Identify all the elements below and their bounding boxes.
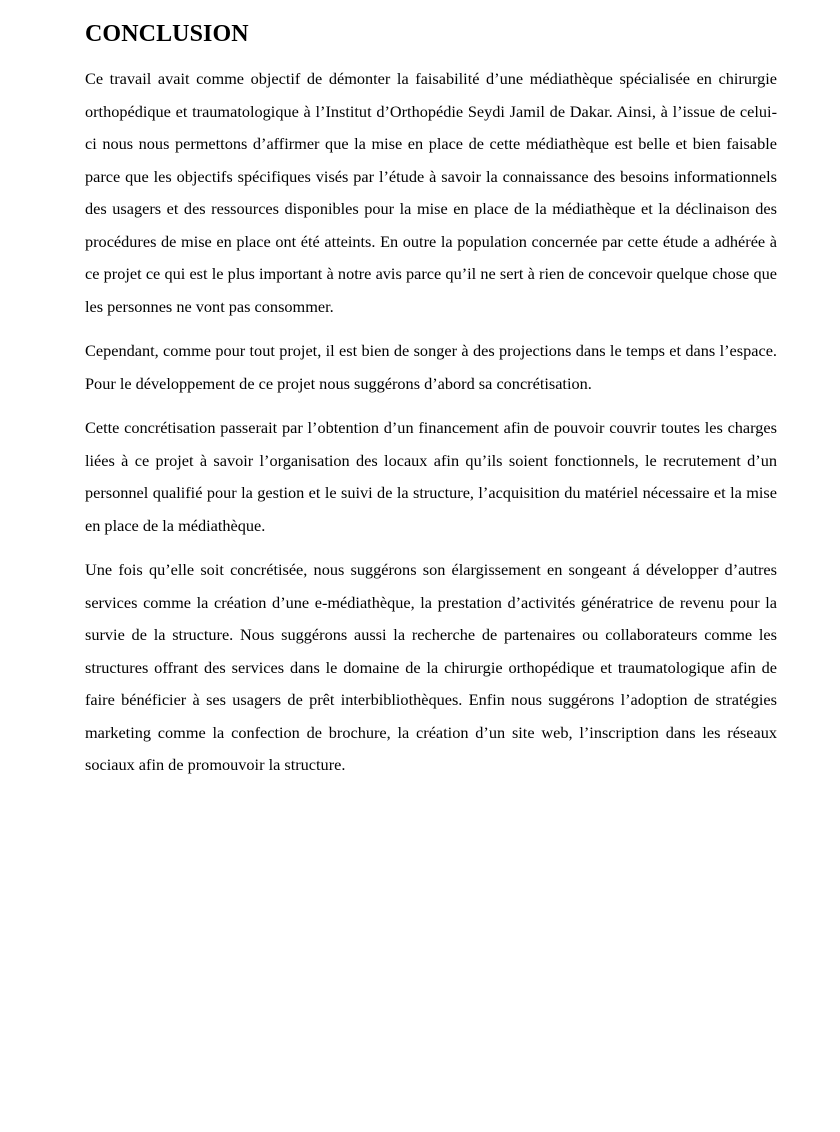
document-body (85, 14, 786, 794)
page-title: CONCLUSION (85, 21, 249, 47)
paragraph-projections: Cependant, comme pour tout projet, il est bien de songer à des projections dans le temps et dans l’espace. Pour le développement de ce projet nous suggérons d’abord sa concrétisation. (85, 341, 782, 393)
paragraph-financing: Cette concrétisation passerait par l’obtention d’un financement afin de pouvoir couvrir toutes les charges liées à ce projet à savoir l’organisation des locaux afin qu’ils soient fonctionnels, le recrutement d’un personnel qualifié pour la gestion et le suivi de la structure, l’acquisition du matériel nécessaire et la mise en place de la médiathèque. (85, 418, 782, 535)
paragraph-expansion: Une fois qu’elle soit concrétisée, nous suggérons son élargissement en songeant á développer d’autres services comme la création d’une e-médiathèque, la prestation d’activités génératrice de revenu pour la survie de la structure. Nous suggérons aussi la recherche de partenaires ou collaborateurs comme les structures offrant des services dans le domaine de la chirurgie orthopédique et traumatologique afin de faire bénéficier à ses usagers de prêt interbibliothèques. Enfin nous suggérons l’adoption de stratégies marketing comme la confection de brochure, la création d’un site web, l’inscription dans les réseaux sociaux afin de promouvoir la structure. (85, 560, 782, 774)
paragraph-objective: Ce travail avait comme objectif de démonter la faisabilité d’une médiathèque spécialisée en chirurgie orthopédique et traumatologique à l’Institut d’Orthopédie Seydi Jamil de Dakar. Ainsi, à l’issue de celui-ci nous nous permettons d’affirmer que la mise en place de cette médiathèque est belle et bien faisable parce que les objectifs spécifiques visés par l’étude à savoir la connaissance des besoins informationnels des usagers et des ressources disponibles pour la mise en place de la médiathèque et la déclinaison des procédures de mise en place ont été atteints. En outre la population concernée par cette étude a adhérée à ce projet ce qui est le plus important à notre avis parce qu’il ne sert à rien de concevoir quelque chose que les personnes ne vont pas consommer. (85, 69, 786, 316)
